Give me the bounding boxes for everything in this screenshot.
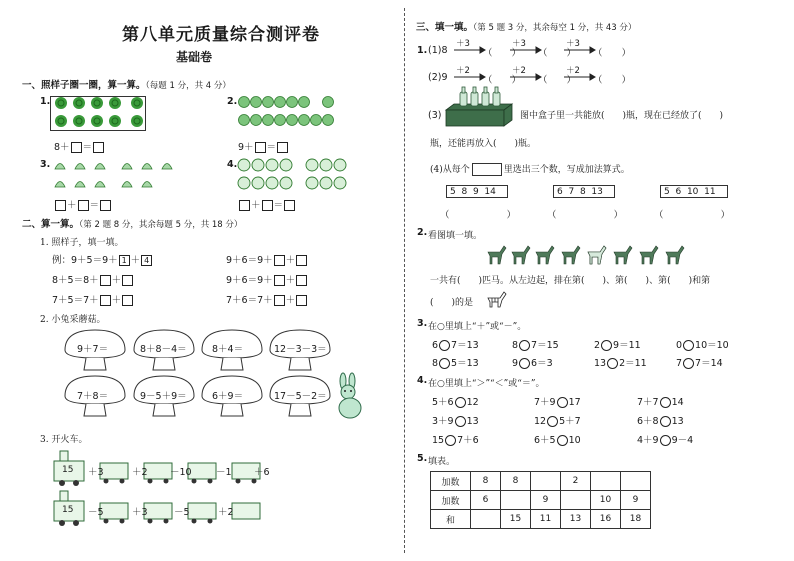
answer-box[interactable] <box>277 142 288 153</box>
answer-blank[interactable]: （ ） <box>593 75 632 86</box>
answer-circle[interactable] <box>439 340 450 351</box>
answer-box[interactable] <box>93 142 104 153</box>
mushroom-equation: 8＋8－4＝ <box>140 344 187 355</box>
decompose-equation: 7＋6＝7＋ ＋ <box>226 292 308 306</box>
answer-circle[interactable] <box>455 416 466 427</box>
train-operation: －10 <box>170 467 192 478</box>
answer-box[interactable] <box>284 200 295 211</box>
table-cell: 15 <box>501 510 531 529</box>
question-label: 2. 小兔采蘑菇。 <box>40 315 106 325</box>
answer-circle[interactable] <box>519 340 530 351</box>
peach-icons <box>50 156 180 192</box>
table-header-cell: 加数 <box>431 491 471 510</box>
answer-box[interactable] <box>71 142 82 153</box>
q2-equation: 9＋ ＝ <box>238 139 289 153</box>
filled-box: 1 <box>119 255 130 266</box>
mushroom-equation: 7＋8＝ <box>77 391 109 402</box>
question-number: 3. <box>40 159 51 170</box>
compare-equation: 6＋5 10 <box>534 435 581 446</box>
subquestion-label: (3) <box>428 110 442 121</box>
table-row <box>431 510 651 529</box>
table-header-cell: 加数 <box>431 472 471 491</box>
decompose-equation: 9＋6＝9＋ ＋ <box>226 272 308 286</box>
decompose-equation: 9＋6＝9＋ ＋ <box>226 252 308 266</box>
section-1-heading: 一、照样子圈一圈，算一算。（每题 1 分，共 4 分） <box>22 80 231 91</box>
mushroom-equation: 8＋4＝ <box>212 344 244 355</box>
train-operation: －5 <box>88 507 104 518</box>
table-cell: 9 <box>621 491 651 510</box>
train-operation: ＋3 <box>88 467 104 478</box>
bottle-crate-icon <box>442 86 516 130</box>
question-label: 1. 照样子，填一填。 <box>40 238 124 248</box>
train-operation: ＋2 <box>218 507 234 518</box>
answer-blank[interactable]: （ ） <box>654 210 731 221</box>
horse-icons <box>484 240 694 268</box>
number-group: 6 7 8 13 <box>553 185 615 198</box>
question-number: 2. <box>417 227 428 238</box>
q4-equation: ＋ ＝ <box>238 197 296 211</box>
mushroom-equation: 17－5－2＝ <box>274 391 327 402</box>
answer-blank[interactable]: （ ） <box>483 75 522 86</box>
answer-circle[interactable] <box>660 416 671 427</box>
answer-blank[interactable]: （ ） <box>593 48 632 59</box>
question-number: 1. <box>40 96 51 107</box>
table-cell[interactable] <box>471 510 501 529</box>
compare-equation: 6＋8 13 <box>637 416 684 427</box>
answer-box[interactable] <box>296 275 307 286</box>
table-cell: 8 <box>501 472 531 491</box>
answer-box[interactable] <box>100 295 111 306</box>
page-title: 第八单元质量综合测评卷 <box>122 25 320 45</box>
table-cell[interactable] <box>531 472 561 491</box>
sequence-start: (2)9 <box>428 72 448 83</box>
operator-equation: 6 7＝13 <box>432 340 479 351</box>
answer-circle[interactable] <box>660 397 671 408</box>
question-number: 4. <box>417 375 428 386</box>
apple-icons <box>236 93 346 133</box>
answer-box[interactable] <box>296 295 307 306</box>
example-equation: 例：9＋5＝9＋ 1 ＋ 4 <box>52 252 153 266</box>
answer-box[interactable] <box>100 200 111 211</box>
operator-equation: 8 5＝13 <box>432 358 479 369</box>
page-subtitle: 基础卷 <box>176 50 213 64</box>
arrow-operation: ＋3 <box>456 39 470 49</box>
answer-blank[interactable]: （ ） <box>483 48 522 59</box>
mushroom-equation: 12－3－3＝ <box>274 344 327 355</box>
table-cell[interactable] <box>621 472 651 491</box>
addition-table <box>430 471 651 529</box>
rabbit-icon <box>330 372 368 420</box>
answer-box[interactable] <box>55 200 66 211</box>
question-label: 在○里填上“＋”或“－”。 <box>428 322 527 332</box>
operator-equation: 8 7＝15 <box>512 340 559 351</box>
answer-box[interactable] <box>274 275 285 286</box>
answer-circle[interactable] <box>557 397 568 408</box>
arrow-operation: ＋3 <box>512 39 526 49</box>
table-cell[interactable] <box>501 491 531 510</box>
answer-circle[interactable] <box>660 435 671 446</box>
answer-box[interactable] <box>122 275 133 286</box>
compare-equation: 3＋9 13 <box>432 416 479 427</box>
compare-equation: 15 7＋6 <box>432 435 479 446</box>
mushroom-equation: 6＋9＝ <box>212 391 244 402</box>
compare-equation: 7＋9 17 <box>534 397 581 408</box>
answer-box[interactable] <box>122 295 133 306</box>
q1-equation: 8＋ ＝ <box>54 139 105 153</box>
table-cell: 2 <box>561 472 591 491</box>
mushroom-equation: 9－5＋9＝ <box>140 391 187 402</box>
answer-box[interactable] <box>100 275 111 286</box>
compare-equation: 4＋9 9－4 <box>637 435 694 446</box>
answer-blank[interactable]: （ ） <box>547 210 624 221</box>
zebra-icon <box>486 290 508 308</box>
filled-box: 4 <box>141 255 152 266</box>
table-row <box>431 472 651 491</box>
answer-circle[interactable] <box>607 358 618 369</box>
operator-equation: 7 7＝14 <box>676 358 723 369</box>
answer-circle[interactable] <box>445 435 456 446</box>
answer-box[interactable] <box>239 200 250 211</box>
answer-circle[interactable] <box>439 358 450 369</box>
question-number: 1. <box>417 45 428 56</box>
question-text: (4)从每个 里选出三个数，写成加法算式。 <box>430 165 630 175</box>
table-cell[interactable] <box>561 491 591 510</box>
compare-equation: 5＋6 12 <box>432 397 479 408</box>
table-header-cell: 和 <box>431 510 471 529</box>
arrow-operation: ＋3 <box>566 39 580 49</box>
operator-equation: 9 6＝3 <box>512 358 553 369</box>
mushroom-equation: 9＋7＝ <box>77 344 109 355</box>
train-start-number: 15 <box>62 505 74 515</box>
table-cell: 16 <box>591 510 621 529</box>
decompose-equation: 8＋5＝8＋ ＋ <box>52 272 134 286</box>
table-cell: 13 <box>561 510 591 529</box>
table-cell: 8 <box>471 472 501 491</box>
sequence-start: (1)8 <box>428 45 448 56</box>
section-3-heading: 三、填一填。（第 5 题 3 分，其余每空 1 分，共 43 分） <box>416 22 637 33</box>
answer-circle[interactable] <box>455 397 466 408</box>
question-label: 看图填一填。 <box>428 231 483 241</box>
question-label: 在○里填上“＞”“＜”或“＝”。 <box>428 379 545 389</box>
arrow-operation: ＋2 <box>566 66 580 76</box>
train-start-number: 15 <box>62 465 74 475</box>
question-text: 一共有( )匹马。从左边起，排在第( )、第( )、第( )和第 <box>430 276 711 286</box>
green-star-icons <box>50 93 160 133</box>
answer-box[interactable] <box>274 255 285 266</box>
question-text: ( )的是 <box>430 298 474 308</box>
answer-blank[interactable]: （ ） <box>538 48 577 59</box>
question-number: 4. <box>227 159 238 170</box>
answer-box[interactable] <box>262 200 273 211</box>
operator-equation: 13 2＝11 <box>594 358 647 369</box>
table-row <box>431 491 651 510</box>
question-text: 瓶，还能再放入( )瓶。 <box>430 139 537 149</box>
compare-equation: 7＋7 14 <box>637 397 684 408</box>
answer-box[interactable] <box>274 295 285 306</box>
column-divider <box>404 8 405 553</box>
arrow-operation: ＋2 <box>512 66 526 76</box>
number-group: 5 8 9 14 <box>446 185 508 198</box>
table-cell: 6 <box>471 491 501 510</box>
question-label: 填表。 <box>428 457 456 467</box>
train-operation: －5 <box>174 507 190 518</box>
operator-equation: 0 10＝10 <box>676 340 729 351</box>
compare-equation: 12 5＋7 <box>534 416 581 427</box>
decompose-equation: 7＋5＝7＋ ＋ <box>52 292 134 306</box>
question-number: 2. <box>227 96 238 107</box>
table-cell: 10 <box>591 491 621 510</box>
arrow-operation: ＋2 <box>456 66 470 76</box>
q3-equation: ＋ ＝ <box>54 197 112 211</box>
answer-box[interactable] <box>296 255 307 266</box>
answer-box[interactable] <box>78 200 89 211</box>
train-operation: ＋6 <box>254 467 270 478</box>
answer-circle[interactable] <box>547 416 558 427</box>
train-operation: ＋2 <box>132 467 148 478</box>
answer-circle[interactable] <box>601 340 612 351</box>
operator-equation: 2 9＝11 <box>594 340 641 351</box>
ball-icons <box>236 156 356 192</box>
table-cell: 9 <box>531 491 561 510</box>
answer-circle[interactable] <box>683 340 694 351</box>
answer-box[interactable] <box>255 142 266 153</box>
number-group: 5 6 10 11 <box>660 185 728 198</box>
question-number: 5. <box>417 453 428 464</box>
table-cell: 11 <box>531 510 561 529</box>
question-number: 3. <box>417 318 428 329</box>
table-cell[interactable] <box>591 472 621 491</box>
answer-blank[interactable]: （ ） <box>538 75 577 86</box>
answer-circle[interactable] <box>519 358 530 369</box>
answer-blank[interactable]: （ ） <box>440 210 517 221</box>
train-operation: ＋3 <box>132 507 148 518</box>
question-label: 3. 开火车。 <box>40 435 88 445</box>
question-text: 图中盒子里一共能放( )瓶，现在已经放了( ) <box>520 111 724 121</box>
answer-circle[interactable] <box>557 435 568 446</box>
table-cell: 18 <box>621 510 651 529</box>
train-operation: －1 <box>216 467 232 478</box>
answer-circle[interactable] <box>683 358 694 369</box>
section-2-heading: 二、算一算。（第 2 题 8 分，其余每题 5 分，共 18 分） <box>22 219 243 230</box>
